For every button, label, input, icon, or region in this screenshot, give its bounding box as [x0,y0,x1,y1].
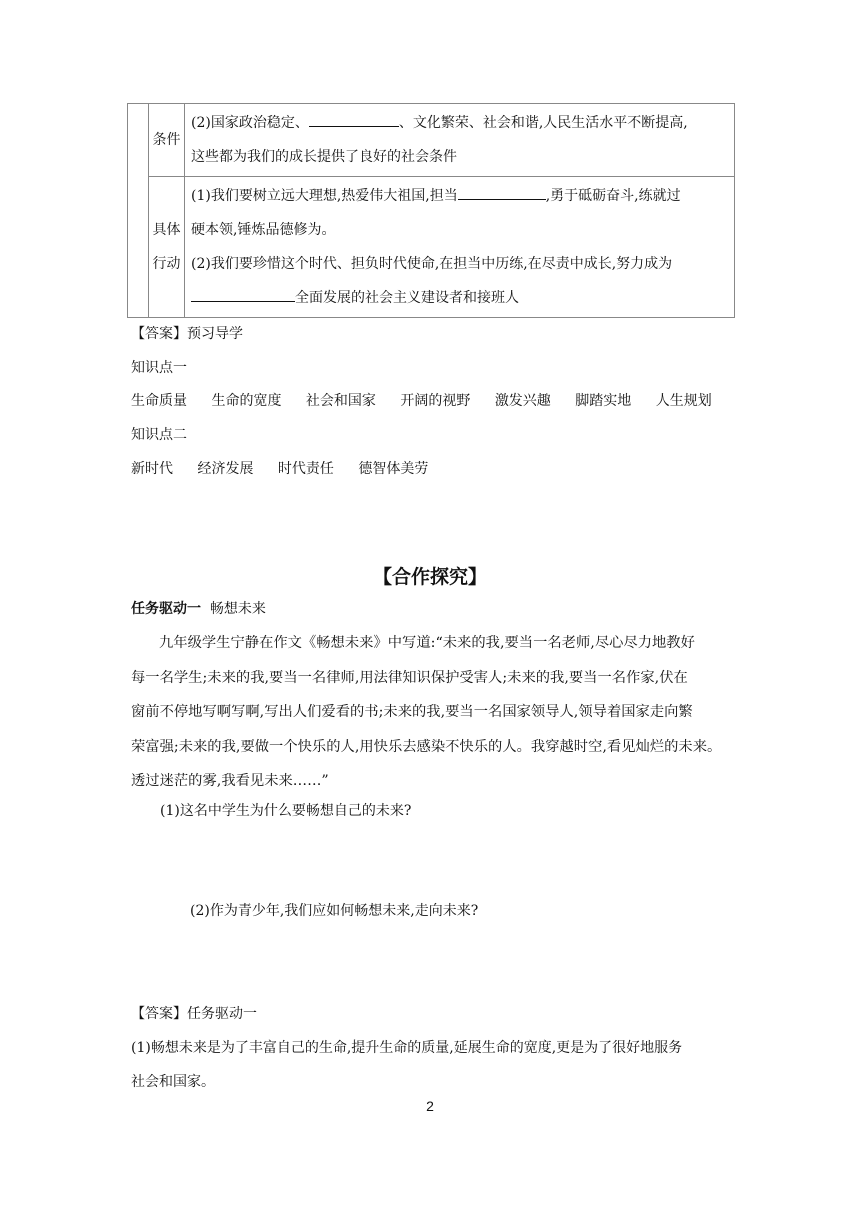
actions-text-3: (2)我们要珍惜这个时代、担负时代使命,在担当中历练,在尽责中成长,努力成为 [191,256,673,272]
answer-item: 生命的宽度 [211,393,282,409]
question-1: (1)这名中学生为什么要畅想自己的未来? [160,803,412,819]
table-row-conditions [128,104,735,177]
knowledge-point-1-answers [131,390,712,410]
section-heading: 【合作探究】 [372,566,487,588]
answer-label-preview: 【答案】预习导学 [131,326,243,342]
task-paragraph [131,626,743,799]
answer-task-line-1: (1)畅想未来是为了丰富自己的生命,提升生命的质量,延展生命的宽度,更是为了很好地服务 [131,1040,683,1056]
answer-item: 人生规划 [655,393,712,409]
page-number: 2 [426,1098,434,1114]
fill-in-blank[interactable] [309,112,399,127]
answer-item: 经济发展 [197,461,254,477]
row-label-line: 行动 [152,256,181,272]
answer-item: 生命质量 [131,393,187,409]
paragraph-line: 窗前不停地写啊写啊,写出人们爱看的书;未来的我,要当一名国家领导人,领导着国家走向繁 [131,704,693,720]
answer-item: 时代责任 [277,461,334,477]
answer-label-task: 【答案】任务驱动一 [131,1006,257,1022]
actions-text-1b: ,勇于砥砺奋斗,练就过 [545,188,681,204]
paragraph-line: 透过迷茫的雾,我看见未来……” [131,773,329,789]
paragraph-line: 荣富强;未来的我,要做一个快乐的人,用快乐去感染不快乐的人。我穿越时空,看见灿烂的未来。 [131,738,722,755]
row-label-line: 具体 [152,222,181,238]
conditions-text-2: 这些都为我们的成长提供了良好的社会条件 [191,149,457,165]
fill-in-blank[interactable] [191,287,295,302]
task-heading [131,598,266,618]
actions-content [185,177,735,318]
actions-text-2: 硬本领,锤炼品德修为。 [191,222,336,238]
actions-text-1a: (1)我们要树立远大理想,热爱伟大祖国,担当 [191,188,458,204]
table-row-actions [128,177,735,318]
task-title: 任务驱动一 [131,601,201,617]
answer-item: 新时代 [131,461,173,477]
row-label-actions [149,177,185,318]
paragraph-line: 每一名学生;未来的我,要当一名律师,用法律知识保护受害人;未来的我,要当一名作家,伏在 [131,669,688,686]
answer-item: 开阔的视野 [400,393,471,409]
question-2: (2)作为青少年,我们应如何畅想未来,走向未来? [190,903,479,919]
answer-item: 激发兴趣 [494,393,551,409]
table-left-margin-cell [128,104,149,318]
answer-item: 德智体美劳 [358,461,429,477]
paragraph-line: 九年级学生宁静在作文《畅想未来》中写道:“未来的我,要当一名老师,尽心尽力地教好 [159,635,695,651]
knowledge-point-2-answers [131,458,428,478]
row-label-conditions: 条件 [149,104,185,177]
task-subtitle: 畅想未来 [209,601,266,617]
answer-item: 脚踏实地 [575,393,632,409]
fill-in-blank[interactable] [458,185,546,200]
actions-text-4: 全面发展的社会主义建设者和接班人 [295,290,519,306]
knowledge-point-2-title: 知识点二 [131,427,187,443]
knowledge-point-1-title: 知识点一 [131,360,187,376]
answer-task-line-2: 社会和国家。 [131,1074,215,1090]
summary-table [127,103,735,318]
answer-item: 社会和国家 [305,393,376,409]
conditions-text-1a: (2)国家政治稳定、 [191,115,309,131]
conditions-content [185,104,735,177]
conditions-text-1b: 、文化繁荣、社会和谐,人民生活水平不断提高, [398,115,688,131]
